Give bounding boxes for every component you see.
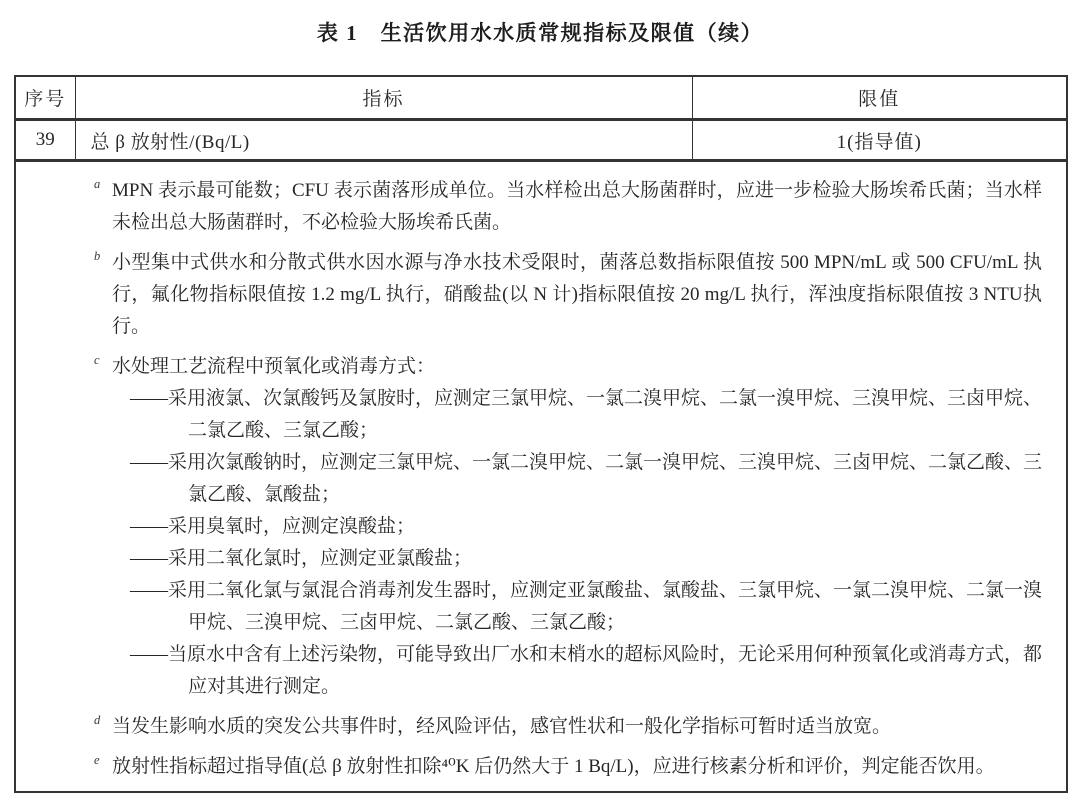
row-limit: 1(指导值): [692, 120, 1067, 161]
footnote-a-marker: a: [94, 177, 101, 191]
row-indicator: 总 β 放射性/(Bq/L): [75, 120, 692, 161]
water-quality-table: [14, 75, 1068, 793]
footnote-c-bullet-5: ——采用二氧化氯与氯混合消毒剂发生器时，应测定亚氯酸盐、氯酸盐、三氯甲烷、一氯二溴甲烷、二氯一溴甲烷、三溴甲烷、三卤甲烷、二氯乙酸、三氯乙酸；: [130, 580, 1043, 633]
table-header-row: [15, 76, 1067, 120]
footnotes-row: [15, 161, 1067, 793]
footnote-b-marker: b: [94, 249, 101, 263]
footnote-e: [92, 751, 1042, 783]
row-number: 39: [15, 120, 75, 161]
footnote-a: [92, 175, 1042, 239]
footnote-c-bullet-3: ——采用臭氧时，应测定溴酸盐；: [130, 516, 416, 537]
footnote-c-bullet-6: ——当原水中含有上述污染物，可能导致出厂水和末梢水的超标风险时，无论采用何种预氧化或消毒方式，都应对其进行测定。: [130, 644, 1043, 697]
col-header-limit: 限值: [692, 76, 1067, 120]
footnote-c-bullet-2: ——采用次氯酸钠时，应测定三氯甲烷、一氯二溴甲烷、二氯一溴甲烷、三溴甲烷、三卤甲烷、二氯乙酸、三氯乙酸、氯酸盐；: [130, 452, 1043, 505]
footnote-c: [92, 351, 1042, 703]
table-title: 表 1 生活饮用水水质常规指标及限值（续）: [316, 21, 764, 45]
footnote-b-text: 小型集中式供水和分散式供水因水源与净水技术受限时，菌落总数指标限值按 500 MPN/mL 或 500 CFU/mL 执行，氟化物指标限值按 1.2 mg/L 执行，硝酸盐(以 N 计)指标限值按 20 mg/L 执行，浑浊度指标限值按 3 NTU执行。: [112, 252, 1042, 337]
footnote-e-text: 放射性指标超过指导值(总 β 放射性扣除⁴⁰K 后仍然大于 1 Bq/L)，应进行核素分析和评价，判定能否饮用。: [112, 756, 995, 777]
footnote-c-bullet-1: ——采用液氯、次氯酸钙及氯胺时，应测定三氯甲烷、一氯二溴甲烷、二氯一溴甲烷、三溴甲烷、三卤甲烷、二氯乙酸、三氯乙酸；: [130, 388, 1043, 441]
table-row-39: [15, 120, 1067, 161]
footnote-d-marker: d: [94, 713, 101, 727]
footnote-e-marker: e: [94, 753, 100, 767]
footnote-b: [92, 247, 1042, 343]
footnote-d-text: 当发生影响水质的突发公共事件时，经风险评估，感官性状和一般化学指标可暂时适当放宽。: [112, 716, 892, 737]
footnote-c-bullet-4: ——采用二氧化氯时，应测定亚氯酸盐；: [130, 548, 473, 569]
footnote-c-text: 水处理工艺流程中预氧化或消毒方式：: [112, 356, 436, 377]
footnote-a-text: MPN 表示最可能数；CFU 表示菌落形成单位。当水样检出总大肠菌群时，应进一步检验大肠埃希氏菌；当水样未检出总大肠菌群时，不必检验大肠埃希氏菌。: [112, 180, 1042, 233]
col-header-indicator: 指标: [75, 76, 692, 120]
footnote-d: [92, 711, 1042, 743]
col-header-no: 序号: [15, 76, 75, 120]
footnotes-cell: [15, 161, 1067, 793]
footnote-c-marker: c: [94, 353, 100, 367]
